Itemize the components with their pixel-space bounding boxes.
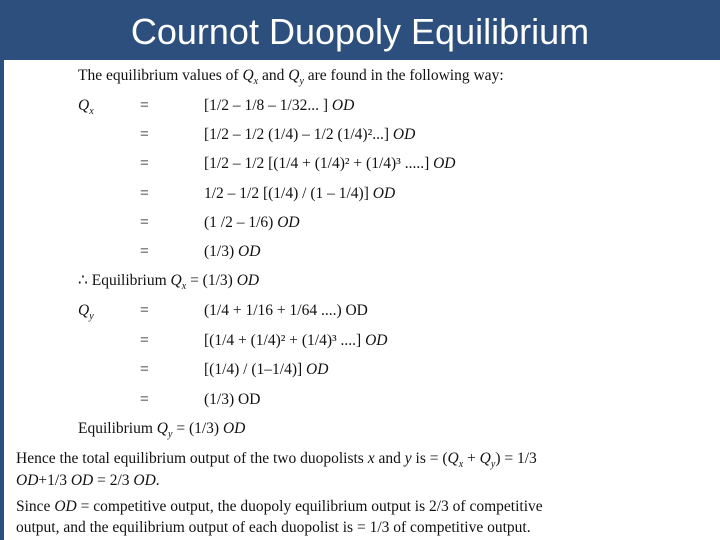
qy-row-2-eq: =: [140, 332, 149, 349]
qx-row-2-rhs: [1/2 – 1/2 (1/4) – 1/2 (1/4)²...] OD: [204, 126, 416, 143]
qx-row-1-rhs: [1/2 – 1/8 – 1/32... ] OD: [204, 97, 355, 114]
intro-qy-sub: y: [299, 76, 304, 87]
qy-row-1-rhs: (1/4 + 1/16 + 1/64 ....) OD: [204, 302, 368, 319]
qx-row-5-eq: =: [140, 214, 149, 231]
qx-row-1-eq: =: [140, 97, 149, 114]
intro-qy: Q: [288, 67, 300, 84]
intro-suffix: are found in the following way:: [303, 67, 504, 84]
qy-row-3-rhs: [(1/4) / (1–1/4)] OD: [204, 361, 329, 378]
qy-row-4-rhs: (1/3) OD: [204, 391, 261, 408]
qx-row-2-eq: =: [140, 126, 149, 143]
qx-row-3-rhs: [1/2 – 1/2 [(1/4 + (1/4)² + (1/4)³ .....] OD: [204, 155, 456, 172]
slide-title: Cournot Duopoly Equilibrium: [130, 11, 590, 52]
qx-row-6-rhs: (1/3) OD: [204, 243, 261, 260]
qx-row-4-eq: =: [140, 185, 149, 202]
conclusion-paragraph: Since OD = competitive output, the duopoly equilibrium output is 2/3 of competitive output, and the equilibrium output of each duopolist is = 1/3 of competitive output.: [16, 498, 543, 536]
intro-qx: Q: [242, 67, 254, 84]
qx-equilibrium-result: ∴ Equilibrium $Q_x = (1/3)$ OD: [78, 272, 260, 292]
qx-row-5-rhs: (1 /2 – 1/6) OD: [204, 214, 300, 231]
qy-row-4-eq: =: [140, 391, 149, 408]
qy-row-3-eq: =: [140, 361, 149, 378]
qy-equilibrium-result: Equilibrium $Q_y = (1/3)$ OD: [78, 420, 246, 440]
qx-lhs: $Q_x$: [78, 97, 94, 117]
intro-mid: and: [258, 67, 289, 84]
qx-row-6-eq: =: [140, 243, 149, 260]
qx-row-4-rhs: 1/2 – 1/2 [(1/4) / (1 – 1/4)] OD: [204, 185, 396, 202]
intro-prefix: The equilibrium values of: [78, 67, 243, 84]
qy-row-2-rhs: [(1/4 + (1/4)² + (1/4)³ ....] OD: [204, 332, 388, 349]
qy-lhs: $Q_y$: [78, 302, 94, 322]
total-output-paragraph: Hence the total equilibrium output of the two duopolists x and y is = $(Q_x + Q_y) = 1/3$ OD+1/3 OD = 2/3 OD.: [16, 450, 537, 490]
intro-line: [78, 68, 504, 87]
intro-qx-sub: x: [253, 76, 259, 87]
qy-row-1-eq: =: [140, 302, 149, 319]
qx-row-3-eq: =: [140, 155, 149, 172]
